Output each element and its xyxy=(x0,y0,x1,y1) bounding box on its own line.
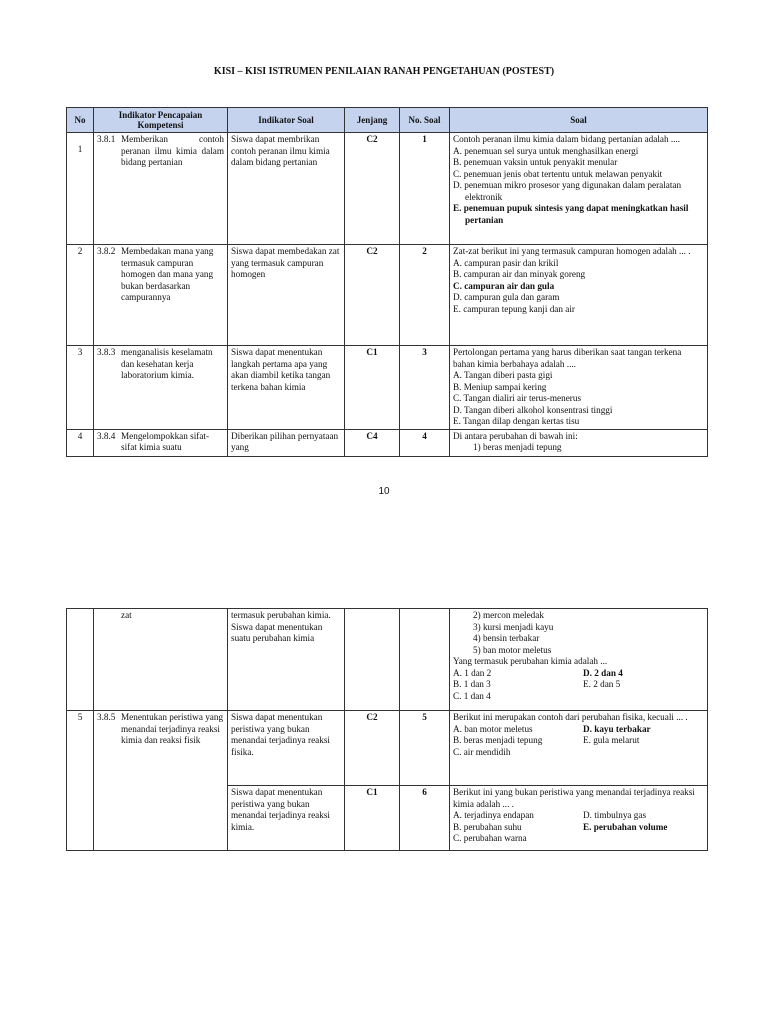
row2-indikator-soal: Siswa dapat membedakan zat yang termasuk campuran homogen xyxy=(228,245,345,346)
row3-soal xyxy=(450,346,708,430)
header-no: No xyxy=(67,108,94,133)
row6-indikator-soal: Siswa dapat menentukan peristiwa yang bukan menandai terjadinya reaksi kimia. xyxy=(228,786,345,851)
row5-no-soal: 5 xyxy=(400,711,450,786)
row1-option-c: C. penemuan jenis obat tertentu untuk melawan penyakit xyxy=(453,168,663,179)
header-soal: Soal xyxy=(450,108,708,133)
row4-option-b: B. 1 dan 3 xyxy=(453,679,491,689)
row5-no: 5 xyxy=(67,711,94,851)
row2-option-d: D. campuran gula dan garam xyxy=(453,292,560,302)
row1-soal xyxy=(450,133,708,245)
row5-kompetensi-text: Menentukan peristiwa yang menandai terjadinya reaksi kimia dan reaksi fisik xyxy=(121,712,224,745)
row4-soal-cont xyxy=(450,609,708,711)
row3-indikator-soal: Siswa dapat menentukan langkah pertama apa yang akan diambil ketika tangan terkena bahan kimia xyxy=(228,346,345,430)
table-row-3 xyxy=(67,346,708,430)
row3-no-soal: 3 xyxy=(400,346,450,430)
table-row-4-continued xyxy=(67,609,708,711)
row1-option-a: A. penemuan sel surya untuk menghasilkan energi xyxy=(453,145,639,156)
row1-indikator-soal: Siswa dapat membrikan contoh peranan ilmu kimia dalam bidang pertanian xyxy=(228,133,345,245)
row2-no-soal: 2 xyxy=(400,245,450,346)
row1-jenjang: C2 xyxy=(345,133,400,245)
row3-option-c: C. Tangan dialiri air terus-menerus xyxy=(453,393,582,403)
row2-option-b: B. campuran air dan minyak goreng xyxy=(453,269,586,279)
row6-soal xyxy=(450,786,708,851)
row4-option-e: E. 2 dan 5 xyxy=(583,679,621,689)
row5-jenjang: C2 xyxy=(345,711,400,786)
header-indikator-soal: Indikator Soal xyxy=(228,108,345,133)
row5-option-d: D. kayu terbakar xyxy=(583,723,651,734)
row3-question: Pertolongan pertama yang harus diberikan saat tangan terkena bahan kimia berbahaya adalah .... xyxy=(453,347,682,369)
row5-indikator-soal: Siswa dapat menentukan peristiwa yang bukan menandai terjadinya reaksi fisika. xyxy=(228,711,345,786)
table-row-2 xyxy=(67,245,708,346)
row5-option-c: C. air mendidih xyxy=(453,746,511,757)
row4-item-2: 2) mercon meledak xyxy=(473,610,544,620)
page-number: 10 xyxy=(378,486,390,497)
row4-no-soal-cont xyxy=(400,609,450,711)
row3-option-a: A. Tangan diberi pasta gigi xyxy=(453,370,553,380)
row2-jenjang: C2 xyxy=(345,245,400,346)
kisi-table-part-1 xyxy=(66,107,708,457)
row1-kompetensi-text: Memberikan contoh peranan ilmu kimia dalam bidang pertanian xyxy=(121,134,224,167)
row3-jenjang: C1 xyxy=(345,346,400,430)
row4-kompetensi-text: Mengelompokkan sifat-sifat kimia suatu xyxy=(121,430,210,452)
row2-option-e: E. campuran tepung kanji dan air xyxy=(453,303,575,314)
row4-code: 3.8.4 xyxy=(97,430,116,441)
row3-kompetensi xyxy=(94,346,228,430)
row4-item-4: 4) bensin terbakar xyxy=(473,633,540,643)
row3-no: 3 xyxy=(67,346,94,430)
row3-code: 3.8.3 xyxy=(97,347,116,357)
row1-option-b: B. penemuan vaksin untuk penyakit menular xyxy=(453,157,618,167)
row6-jenjang: C1 xyxy=(345,786,400,851)
row5-code: 3.8.5 xyxy=(97,712,116,722)
row4-soal xyxy=(450,429,708,456)
row4-no: 4 xyxy=(67,429,94,456)
row4-jenjang: C4 xyxy=(345,429,400,456)
header-indikator-pencapaian: Indikator Pencapaian Kompetensi xyxy=(94,108,228,133)
table-row-1 xyxy=(67,133,708,245)
row4-indikator-soal-cont: termasuk perubahan kimia. Siswa dapat menentukan suatu perubahan kimia xyxy=(228,609,345,711)
row1-no-soal: 1 xyxy=(400,133,450,245)
row4-no-cont xyxy=(67,609,94,711)
row3-option-e: E. Tangan dilap dengan kertas tisu xyxy=(453,416,580,426)
table-row-5 xyxy=(67,711,708,786)
row4-item-1: 1) beras menjadi tepung xyxy=(473,442,562,452)
row4-question: Di antara perubahan di bawah ini: xyxy=(453,430,578,441)
row6-no-soal: 6 xyxy=(400,786,450,851)
table-row-4 xyxy=(67,429,708,456)
row1-code: 3.8.1 xyxy=(97,134,116,144)
row3-option-b: B. Meniup sampai kering xyxy=(453,381,547,392)
document-title: KISI – KISI ISTRUMEN PENILAIAN RANAH PENGETAHUAN (POSTEST) xyxy=(213,66,555,77)
row6-option-b: B. perubahan suhu xyxy=(453,821,522,832)
header-row xyxy=(67,108,708,133)
row4-option-a: A. 1 dan 2 xyxy=(453,667,492,678)
row2-soal xyxy=(450,245,708,346)
row4-prompt: Yang termasuk perubahan kimia adalah ... xyxy=(453,656,608,666)
row2-code: 3.8.2 xyxy=(97,246,116,256)
row4-kompetensi-cont: zat xyxy=(94,609,228,711)
row4-kompetensi xyxy=(94,429,228,456)
row4-no-soal: 4 xyxy=(400,429,450,456)
row1-option-d: D. penemuan mikro prosesor yang digunakan dalam peralatan elektronik xyxy=(453,180,682,202)
row2-question: Zat-zat berikut ini yang termasuk campuran homogen adalah ... . xyxy=(453,246,691,256)
kisi-table-part-2 xyxy=(66,608,708,851)
row2-no: 2 xyxy=(67,245,94,346)
row2-option-a: A. campuran pasir dan krikil xyxy=(453,257,559,268)
row4-indikator-soal: Diberikan pilihan pernyataan yang xyxy=(228,429,345,456)
row3-kompetensi-text: menganalisis keselamatn dan kesehatan kerja laboratorium kimia. xyxy=(121,347,213,380)
row5-option-a: A. ban motor meletus xyxy=(453,723,533,734)
row5-question: Berikut ini merupakan contoh dari perubahan fisika, kecuali ... . xyxy=(453,712,688,722)
row6-option-d: D. timbulnya gas xyxy=(583,810,647,820)
row6-option-c: C. perubahan warna xyxy=(453,833,527,843)
row1-option-e: E. penemuan pupuk sintesis yang dapat meningkatkan hasil pertanian xyxy=(453,203,689,225)
row2-option-c: C. campuran air dan gula xyxy=(453,280,555,291)
row4-item-5: 5) ban motor meletus xyxy=(473,644,552,655)
header-no-soal: No. Soal xyxy=(400,108,450,133)
row4-option-d: D. 2 dan 4 xyxy=(583,667,623,678)
row6-question: Berikut ini yang bukan peristiwa yang menandai terjadinya reaksi kimia adalah ... . xyxy=(453,787,695,809)
row5-option-b: B. beras menjadi tepung xyxy=(453,735,543,745)
row4-option-c: C. 1 dan 4 xyxy=(453,690,491,701)
row1-question: Contoh peranan ilmu kimia dalam bidang pertanian adalah .... xyxy=(453,134,681,144)
row6-option-e: E. perubahan volume xyxy=(583,821,668,832)
row1-kompetensi xyxy=(94,133,228,245)
row1-no: 1 xyxy=(67,133,94,245)
row5-kompetensi xyxy=(94,711,228,851)
row4-jenjang-cont xyxy=(345,609,400,711)
row6-option-a: A. terjadinya endapan xyxy=(453,810,534,820)
row2-kompetensi-text: Membedakan mana yang termasuk campuran homogen dan mana yang bukan berdasarkan campurannya xyxy=(121,246,214,302)
row5-soal xyxy=(450,711,708,786)
row2-kompetensi xyxy=(94,245,228,346)
row4-item-3: 3) kursi menjadi kayu xyxy=(473,621,554,632)
row5-option-e: E. gula melarut xyxy=(583,735,640,745)
row3-option-d: D. Tangan diberi alkohol konsentrasi tinggi xyxy=(453,404,613,415)
header-jenjang: Jenjang xyxy=(345,108,400,133)
